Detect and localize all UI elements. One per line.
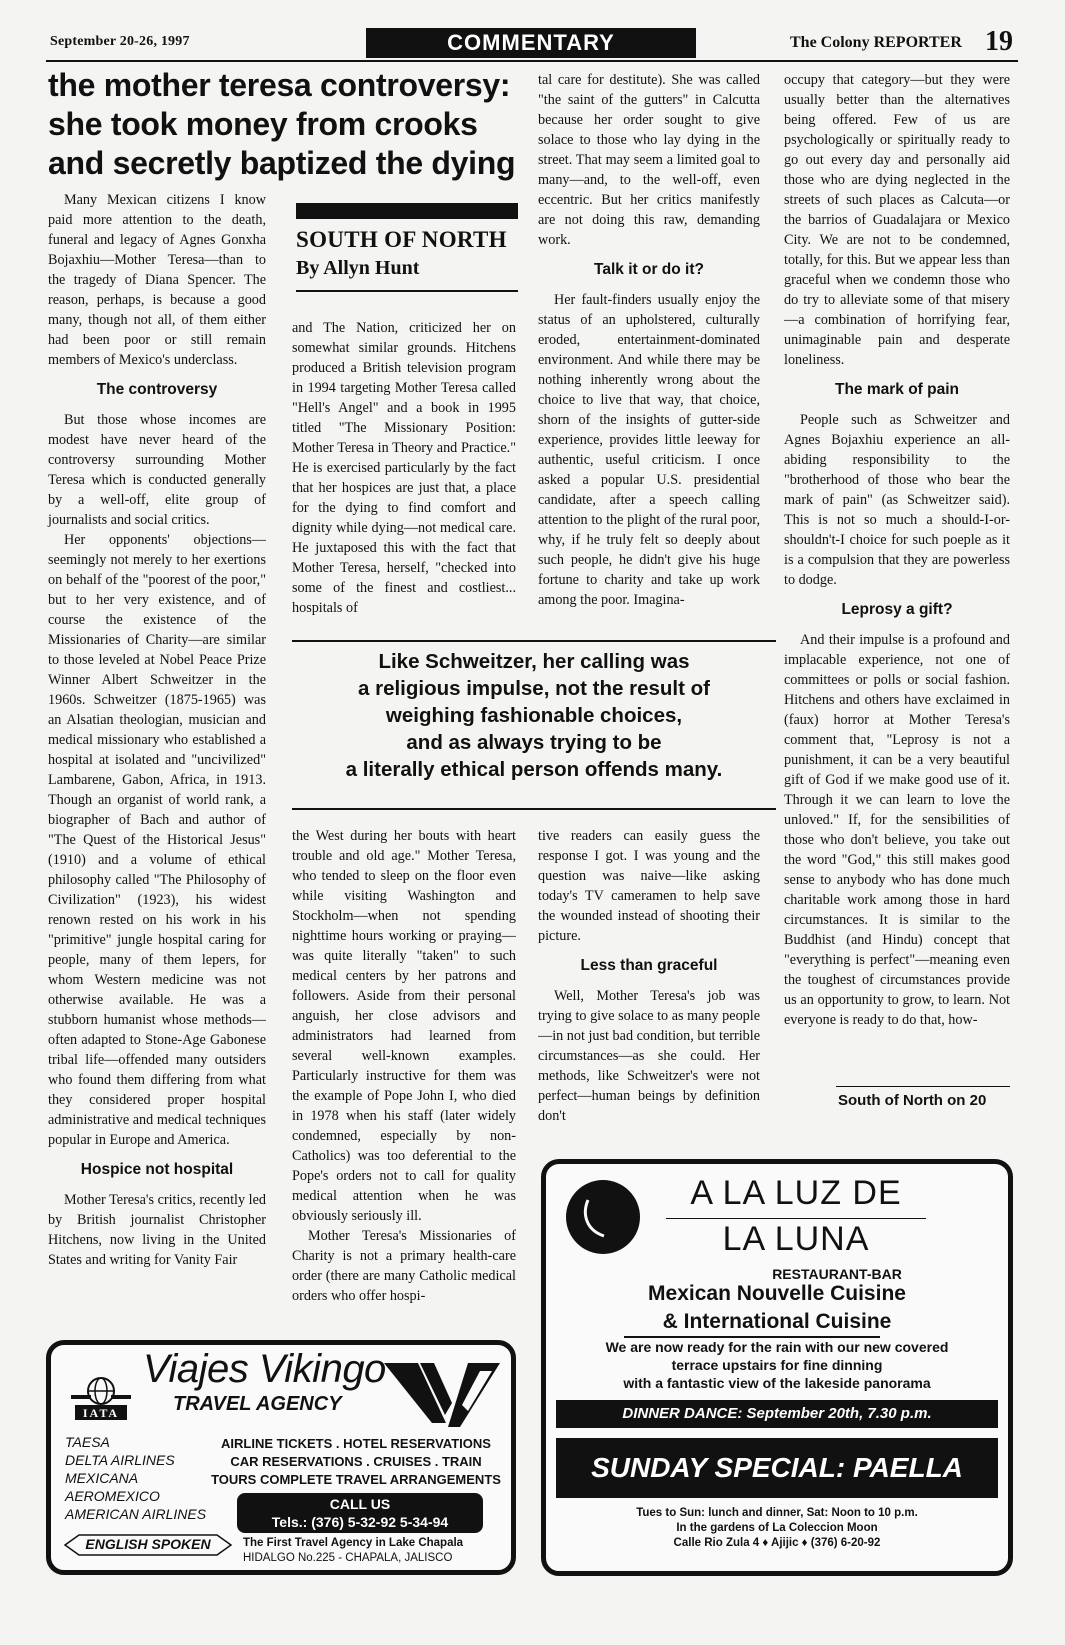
headline (48, 66, 538, 183)
services-list (211, 1435, 501, 1489)
newspaper-name: The Colony REPORTER (790, 34, 962, 51)
cuisine-line1: Mexican Nouvelle Cuisine (648, 1282, 906, 1305)
subhead-controversy: The controversy (96, 381, 218, 398)
byline-rule (296, 290, 518, 292)
pullquote-line: a religious impulse, not the result of (358, 677, 710, 700)
pullquote-line: and as always trying to be (406, 731, 662, 754)
subhead-mark: The mark of pain (834, 381, 960, 398)
paragraph: But those whose incomes are modest have never heard of the controversy surrounding Mother Teresa which is conducted generally by a well-off, elite group of journalists and social critics. (48, 412, 266, 528)
paragraph: and The Nation, criticized her on somewhat similar grounds. Hitchens produced a British television program in 1994 targeting Mother Teresa called "Hell's Angel" and a book in 1995 titled "The Missionary Position: Mother Teresa in Theory and Practice." He is exercised particularly by the fact that her hospices are just that, a place for the dying to find comfort and dignity while dying—not medical care. He juxtaposed this with the fact that Mother Teresa, herself, "checked into some of the finest and costliest... hospitals of (292, 320, 516, 616)
restaurant-name-line2: LA LUNA (722, 1220, 870, 1258)
paragraph: Her opponents' objections—seemingly not merely to her exertions on behalf of the "poorest of the poor," but to her very existence, and of course the existence of the Missionaries of Charity—are similar to those leveled at Nobel Peace Prize Winner Albert Schweitzer in the 1960s. Schweitzer (1875-1965) was an Alsatian theologian, musician and medical missionary who established a hospital at isolated and "uncivilized" Lambarene, Gabon, Africa, in 1913. Though an organist of world rank, a biographer of Bach and author of "The Quest of the Historical Jesus" (1910) and a volume of ethical philosophy called "The Philosophy of Civilization" (1923), his widest renown rested on his work in his "primitive" jungle hospital caring for people, many of them lepers, for whom Western medicine was not otherwise available. He was a stubborn humanist whose methods—often adapted to Stone-Age Gabonese tribal life—offended many outsiders who found them differing from what they considered proper hospital administrative and medical techniques popular in Europe and America. (48, 532, 266, 1148)
column-name: SOUTH OF NORTH (296, 227, 507, 252)
airline-item: AMERICAN AIRLINES (65, 1506, 207, 1522)
column-2-bottom (292, 826, 516, 1316)
column-4 (784, 70, 1010, 1080)
paragraph: tal care for destitute). She was called "the saint of the gutters" in Calcutta because her order sought to give solace to those who lay dying in the street. That may seem a limited goal to many—and, to the well-off, even eccentric. But her critics manifestly are not doing this raw, demanding work. (538, 72, 760, 248)
paragraph: Her fault-finders usually enjoy the status of an upholstered, culturally eroded, entertainment-dominated environment. And while there may be nothing inherently wrong about the choice to live that way, that choice, shorn of the insights of gutter-side experience, provides little leeway for authentic, useful criticism. I once asked a popular U.S. presidential candidate, after a speech calling attention to the plight of the rural poor, why, if he truly felt so deeply about such people, he didn't give his huge fortune to charity and take up work among the poor. Imagina- (538, 292, 760, 608)
pullquote-rule-bottom (292, 808, 776, 810)
paragraph: tive readers can easily guess the response I got. I was young and the question was naive—like asking today's TV cameramen to help save the wounded instead of shooting their picture. (538, 828, 760, 944)
venue-type: RESTAURANT-BAR (772, 1266, 902, 1282)
headline-line: she took money from crooks (48, 106, 478, 142)
service-line: CAR RESERVATIONS . CRUISES . TRAIN (230, 1454, 482, 1469)
pullquote-line: weighing fashionable choices, (385, 704, 683, 727)
dinner-dance-banner: DINNER DANCE: September 20th, 7.30 p.m. (556, 1400, 998, 1428)
announcement (546, 1338, 1008, 1392)
airline-item: TAESA (65, 1434, 110, 1450)
ad-viajes-vikingo (46, 1340, 516, 1575)
subhead-less: Less than graceful (580, 957, 718, 974)
issue-date: September 20-26, 1997 (50, 34, 190, 49)
byline-bar (296, 203, 518, 219)
paragraph: occupy that category—but they were usually better than the alternatives being offered. Few of us are psychologically or spiritually ready to go out every day and personally aid those who are dying neglected in the streets of such places as Calcuta—or the barrios of Guadalajara or Mexico City. We are not to be condemned, totally, for this. But we appear less than graceful when we condemn those who do try to alleviate some of that misery—a combination of horrifying fear, unimaginable pain and desperate loneliness. (784, 72, 1010, 368)
ad-a-la-luz-de-la-luna (541, 1159, 1013, 1576)
pullquote-rule-top (292, 640, 776, 642)
section-banner: COMMENTARY (366, 28, 696, 58)
paragraph: Well, Mother Teresa's job was trying to give solace to as many people—in not just bad condition, but terrible circumstances—as she could. Her methods, like Schweitzer's were not perfect—human beings by definition don't (538, 988, 760, 1124)
airline-list (65, 1433, 206, 1523)
cuisine-line2: & International Cuisine (662, 1310, 892, 1333)
subhead-hospice: Hospice not hospital (80, 1161, 234, 1178)
column-byline (296, 203, 518, 292)
call-us-label: CALL US (329, 1496, 391, 1512)
english-spoken-badge (63, 1533, 233, 1557)
paragraph: Many Mexican citizens I know paid more attention to the death, funeral and legacy of Agnes Gonxha Bojaxhiu—Mother Teresa—than to the tragedy of Diana Spencer. The reason, perhaps, is because a good many, though not all, of them either had been poor or still remain members of Mexico's underclass. (48, 192, 266, 368)
airline-item: DELTA AIRLINES (65, 1452, 175, 1468)
column-3-bottom (538, 826, 760, 1136)
jump-rule (836, 1086, 1010, 1087)
phone-numbers[interactable]: Tels.: (376) 5-32-92 5-34-94 (271, 1514, 449, 1530)
moon-logo-icon (564, 1178, 642, 1256)
pull-quote (292, 648, 776, 783)
paragraph: People such as Schweitzer and Agnes Bojaxhiu experience an all-abiding responsibility to the "brotherhood of those who bear the mark of pain" (as Schweitzer said). This is not so much a should-I-or-shouldn't-I choice for such poeple as it is a compulsion that they are powerless to dodge. (784, 412, 1010, 588)
sunday-special-banner: SUNDAY SPECIAL: PAELLA (556, 1438, 998, 1498)
paragraph: Mother Teresa's critics, recently led by British journalist Christopher Hitchens, now living in the United States and writing for Vanity Fair (48, 1192, 266, 1268)
vikingo-logo-icon (376, 1353, 506, 1433)
iata-label: IATA (82, 1406, 120, 1420)
pullquote-line: Like Schweitzer, her calling was (378, 650, 690, 673)
iata-logo (69, 1375, 133, 1421)
address-line: Calle Rio Zula 4 ♦ Ajijic ♦ (376) 6-20-92 (673, 1537, 881, 1549)
agency-name: Viajes Vikingo (143, 1347, 386, 1391)
announcement-line: terrace upstairs for fine dinning (671, 1357, 883, 1373)
hours-line: Tues to Sun: lunch and dinner, Sat: Noon to 10 p.m. (636, 1507, 918, 1519)
paragraph: And their impulse is a profound and implacable experience, not one of committees or polls or social fashion. Hitchens and others have exclaimed in (faux) horror at Mother Teresa's comment that, "Leprosy is not a punishment, it can be a very beautiful gift of God if we make good use of it. Through it we can learn to love the unloved." If, for the sensibilities of those who don't believe, you take out the word "God," this still makes good sense to anybody who has done much charitable work among those in hard circumstances. It is similar to the Buddhist (and Hindu) concept that "everything is perfect"—meaning even the toughest of circumstances provide us an opportunity to grow, to learn. Not everyone is ready to do that, how- (784, 632, 1010, 1028)
header-rule (46, 60, 1018, 62)
column-2-top (292, 318, 516, 636)
english-spoken-label: ENGLISH SPOKEN (85, 1536, 211, 1552)
agency-address: HIDALGO No.225 - CHAPALA, JALISCO (243, 1552, 453, 1564)
announcement-line: We are now ready for the rain with our new covered (605, 1339, 949, 1355)
paragraph: Mother Teresa's Missionaries of Charity is not a primary health-care order (there are many Catholic medical orders who offer hospi- (292, 1228, 516, 1304)
location-line: In the gardens of La Coleccion Moon (676, 1522, 878, 1534)
subhead-talk: Talk it or do it? (594, 261, 704, 278)
headline-line: the mother teresa controversy: (48, 67, 511, 103)
service-line: AIRLINE TICKETS . HOTEL RESERVATIONS (221, 1436, 491, 1451)
pullquote-line: a literally ethical person offends many. (345, 758, 723, 781)
agency-subtitle: TRAVEL AGENCY (173, 1393, 342, 1415)
continued-on[interactable]: South of North on 20 (838, 1092, 987, 1109)
column-1 (48, 190, 266, 1270)
page-number: 19 (985, 26, 1013, 57)
airline-item: AEROMEXICO (65, 1488, 160, 1504)
phone-box (237, 1493, 483, 1533)
airline-item: MEXICANA (65, 1470, 139, 1486)
agency-tagline: The First Travel Agency in Lake Chapala (243, 1537, 464, 1549)
service-line: TOURS COMPLETE TRAVEL ARRANGEMENTS (211, 1472, 501, 1487)
headline-line: and secretly baptized the dying (48, 145, 516, 181)
paragraph: the West during her bouts with heart trouble and old age." Mother Teresa, who tended to sleep on the floor even while visiting Washington and Stockholm—when not spending nighttime hours working or praying—was quite literally "taken" to such medical centers by her patrons and followers. Aside from their personal anguish, her close advisors and administrators had learned from several well-known examples. Particularly instructive for them was the example of Pope John I, who died in 1978 when his staff (later widely condemned, especially by non-Catholics) was too deferential to the Pope's orders not to call for quality medical attention when he was obviously seriously ill. (292, 828, 516, 1224)
restaurant-name-line1: A LA LUZ DE (690, 1174, 902, 1212)
hours-info (546, 1506, 1008, 1551)
announcement-line: with a fantastic view of the lakeside panorama (623, 1375, 931, 1391)
name-rule (666, 1218, 926, 1219)
column-3-top (538, 70, 760, 638)
author-byline: By Allyn Hunt (296, 257, 420, 279)
subhead-leprosy: Leprosy a gift? (841, 601, 953, 618)
